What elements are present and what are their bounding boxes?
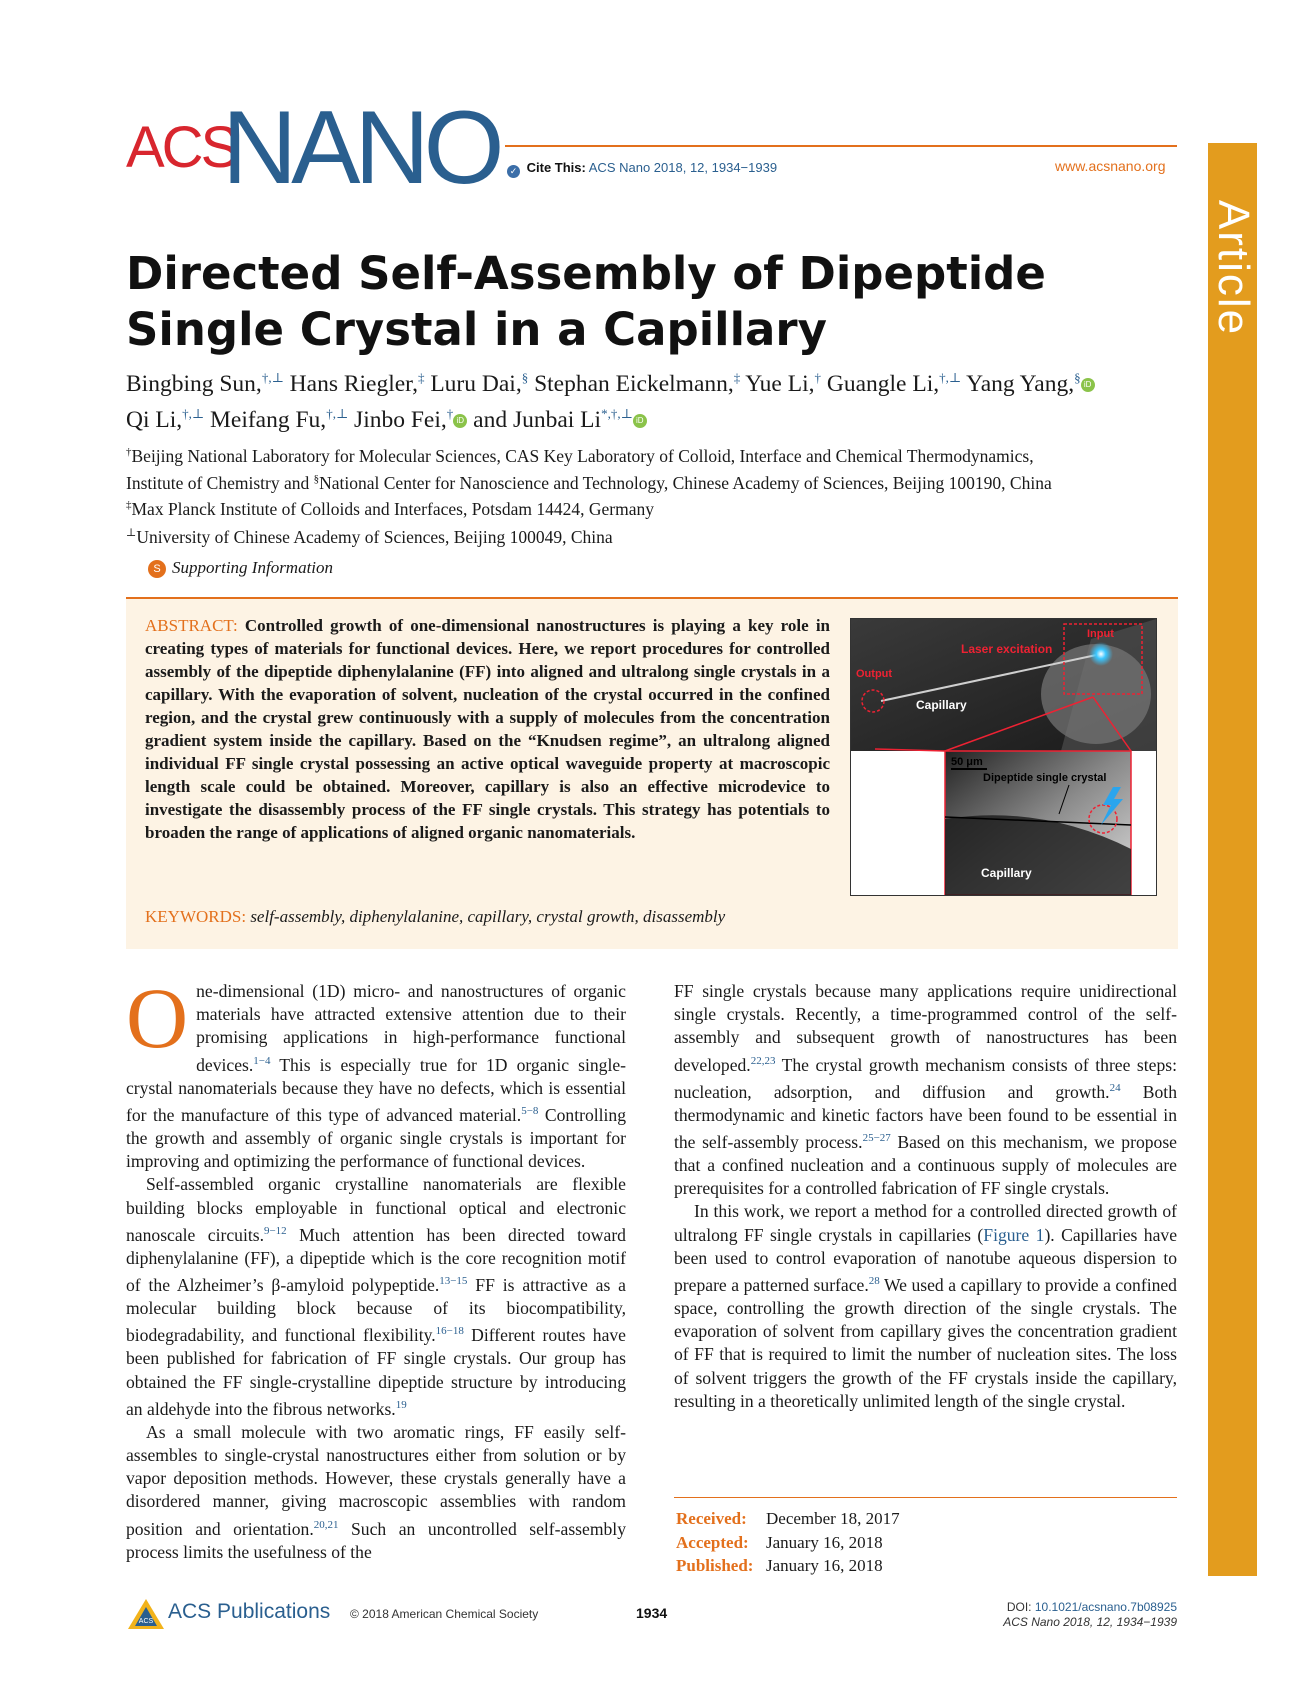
figure-link[interactable]: Figure 1: [983, 1224, 1045, 1245]
doi-block: DOI: 10.1021/acsnano.7b08925 ACS Nano 2018, 12, 1934−1939: [960, 1600, 1177, 1630]
svg-text:ACS: ACS: [138, 1618, 154, 1625]
body-column-right: [674, 980, 1177, 1413]
date-accepted: Accepted: January 16, 2018: [676, 1532, 883, 1552]
author[interactable]: Hans Riegler,‡: [289, 370, 425, 397]
affiliation-1: †Beijing National Laboratory for Molecular Sciences, CAS Key Laboratory of Colloid, Interface and Chemical Thermodynamics, Institute of Chemistry and §National Center for Nanoscience and Technology, Chinese Academy of Sciences, Beijing 100190, China: [126, 445, 1052, 493]
journal-logo: [126, 90, 506, 206]
abstract-label: ABSTRACT:: [145, 616, 238, 635]
laser-spot: [1089, 642, 1113, 666]
paragraph: Self-assembled organic crystalline nanomaterials are flexible building blocks employable in functional optical and electronic nanoscale circuits.$^{9-12}$ Much attention has been directed toward diphenylalanine (FF), a dipeptide which is the core recognition motif of the Alzheimer’s β-amyloid polypeptide.$^{13-15}$ FF is attractive as a molecular building block because of its biocompatibility, biodegradability, and functional flexibility.$^{16-18}$ Different routes have been published for fabrication of FF single crystals. Our group has obtained the FF single-crystalline dipeptide structure by introducing an aldehyde into the fibrous networks.$^{19}$: [126, 1174, 626, 1419]
toc-laser-label: Laser excitation: [961, 642, 1053, 656]
cite-reference[interactable]: ACS Nano 2018, 12, 1934−1939: [588, 160, 778, 175]
toc-capillary-zoom-label: Capillary: [981, 866, 1032, 880]
body-column-left: [126, 970, 627, 1564]
author[interactable]: Bingbing Sun,†,⊥: [126, 370, 284, 397]
keywords-list: self-assembly, diphenylalanine, capillary, crystal growth, disassembly: [250, 907, 726, 926]
author[interactable]: Stephan Eickelmann,‡: [534, 370, 741, 397]
orcid-icon[interactable]: iD: [633, 414, 647, 428]
article-title: Directed Self-Assembly of Dipeptide Single Crystal in a Capillary: [126, 247, 1046, 356]
article-type-text: Article: [1208, 199, 1258, 337]
author[interactable]: Meifang Fu,†,⊥: [210, 405, 349, 433]
toc-scale-label: 50 μm: [951, 756, 983, 768]
orcid-icon[interactable]: iD: [1081, 378, 1095, 392]
author[interactable]: Yue Li,†: [745, 370, 821, 397]
author[interactable]: Yang Yang,§ iD: [966, 371, 1094, 397]
author[interactable]: and Junbai Li*,†,⊥ iD: [473, 407, 647, 433]
paragraph: One-dimensional (1D) micro- and nanostructures of organic materials have attracted extensive attention due to their promising applications in high-performance functional devices.$^{1-4}$ This is especially true for 1D organic single-crystal nanomaterials because they have no defects, which is essential for the manufacture of this type of advanced material.$^{5-8}$ Controlling the growth and assembly of organic single crystals is important for improving and optimizing the performance of functional devices.: [126, 970, 627, 1172]
affiliation-3: ⊥University of Chinese Academy of Sciences, Beijing 100049, China: [126, 526, 613, 547]
author[interactable]: Luru Dai,§: [430, 370, 529, 397]
journal-url[interactable]: www.acsnano.org: [1055, 158, 1166, 174]
article-dates: [676, 1507, 900, 1578]
toc-dipeptide-label: Dipeptide single crystal: [983, 772, 1107, 784]
cite-label: Cite This:: [526, 160, 586, 175]
toc-graphic: [850, 618, 1157, 896]
author[interactable]: Jinbo Fei,† iD: [354, 407, 467, 433]
abstract: [145, 614, 830, 844]
toc-input-label: Input: [1087, 628, 1114, 640]
affiliation-2: ‡Max Planck Institute of Colloids and Interfaces, Potsdam 14424, Germany: [126, 498, 654, 519]
toc-output-label: Output: [856, 668, 893, 680]
check-icon: ✓: [507, 165, 520, 178]
supporting-info-link[interactable]: S Supporting Information: [148, 558, 333, 578]
paragraph: As a small molecule with two aromatic rings, FF easily self-assembles to single-crystal nanostructures either from solution or by vapor deposition methods. However, these crystals generally have a disordered manner, giving macroscopic assemblies with random position and orientation.$^{20,21}$ Such an uncontrolled self-assembly process limits the usefulness of the: [126, 1421, 626, 1562]
paragraph: In this work, we report a method for a controlled directed growth of ultralong FF single crystals in capillaries (Figure 1). Capillaries have been used to control evaporation of nanotube aqueous dispersion to prepare a patterned surface.$^{28}$ We used a capillary to provide a confined space, controlling the growth direction of the single crystals. The evaporation of solvent from capillary gives the concentration gradient of FF that is required to limit the number of nucleation sites. The loss of solvent triggers the growth of the FF crystals inside the capillary, resulting in a theoretically unlimited length of the single crystal.: [674, 1201, 1177, 1411]
publisher-name[interactable]: ACS Publications: [168, 1600, 331, 1623]
journal-reference: ACS Nano 2018, 12, 1934−1939: [1003, 1615, 1177, 1629]
copyright: © 2018 American Chemical Society: [350, 1607, 539, 1621]
author[interactable]: Qi Li,†,⊥: [126, 405, 205, 433]
orcid-icon[interactable]: iD: [453, 414, 467, 428]
logo-nano: NANO: [222, 90, 499, 206]
doi-link[interactable]: 10.1021/acsnano.7b08925: [1034, 1600, 1177, 1614]
logo-acs: ACS: [126, 115, 237, 180]
acs-publications-logo-icon: [126, 1597, 166, 1631]
cite-this[interactable]: [507, 160, 777, 178]
date-published: Published: January 16, 2018: [676, 1556, 883, 1575]
paragraph: FF single crystals because many applications require unidirectional single crystals. Recently, a time-programmed control of the self-assembly and subsequent growth of nanostructures has been developed.$^{22,23}$ The crystal growth mechanism consists of three steps: nucleation, adsorption, and diffusion and growth.$^{24}$ Both thermodynamic and kinetic factors have been found to be essential in the self-assembly process.$^{25-27}$ Based on this mechanism, we propose that a confined nucleation and a continuous supply of molecules are prerequisites for a controlled fabrication of FF single crystals.: [674, 981, 1177, 1199]
keywords: [145, 907, 725, 927]
page-number: 1934: [636, 1605, 668, 1621]
drop-cap: O: [126, 970, 189, 1066]
article-type-label: [1208, 143, 1257, 393]
dates-divider: [674, 1497, 1177, 1498]
author-list: [126, 363, 1186, 435]
toc-capillary-label: Capillary: [916, 698, 967, 712]
keywords-label: KEYWORDS:: [145, 907, 247, 926]
header-divider: [505, 145, 1177, 147]
date-received: Received: December 18, 2017: [676, 1509, 900, 1528]
supporting-info-icon: S: [148, 560, 166, 578]
abstract-body: Controlled growth of one-dimensional nanostructures is playing a key role in creating types of materials for functional devices. Here, we report procedures for controlled assembly of the dipeptide diphenylalanine (FF) into aligned and ultralong single crystals in a capillary. With the evaporation of solvent, nucleation of the crystal occurred in the confined region, and the crystal grew continuously with a supply of molecules from the concentration gradient system inside the capillary. Based on the “Knudsen regime”, an ultralong aligned individual FF single crystal possessing an active optical waveguide property at macroscopic length scale could be obtained. Moreover, capillary is also an effective microdevice to investigate the disassembly process of the FF single crystals. This strategy has potentials to broaden the range of applications of aligned organic nanomaterials.: [145, 616, 831, 842]
author[interactable]: Guangle Li,†,⊥: [826, 370, 962, 397]
